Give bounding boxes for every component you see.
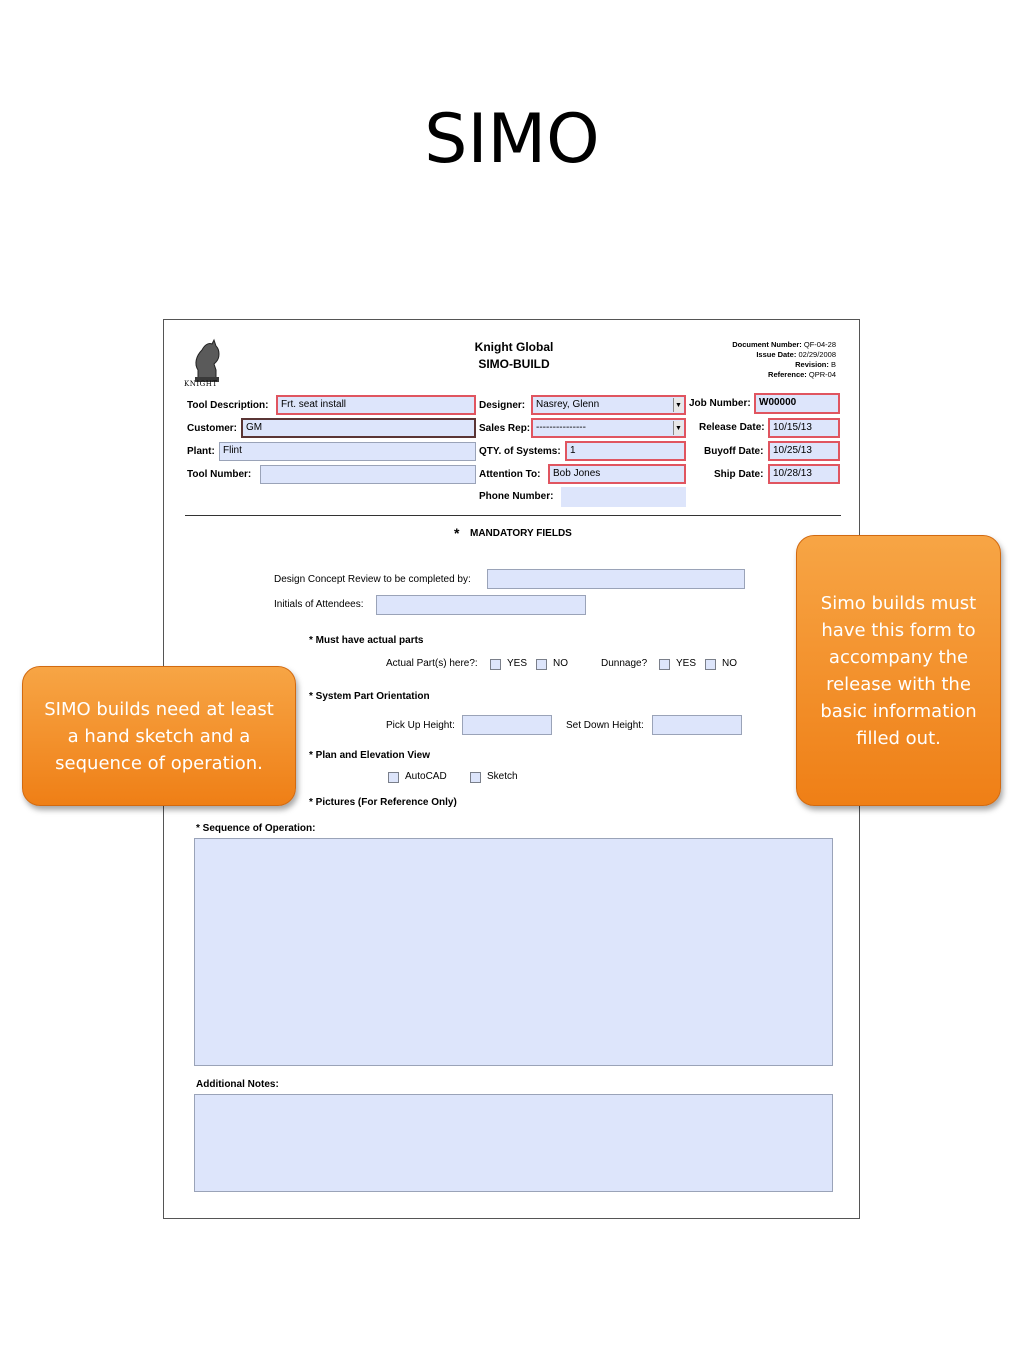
mandatory-star: * — [454, 525, 460, 541]
parts-no-label: NO — [553, 658, 568, 669]
divider — [185, 515, 841, 516]
phone-number-label: Phone Number: — [479, 491, 554, 502]
pictures-heading: * Pictures (For Reference Only) — [309, 797, 457, 808]
sequence-of-operation-textarea[interactable] — [194, 838, 833, 1066]
release-date-label: Release Date: — [699, 422, 765, 433]
designer-label: Designer: — [479, 400, 526, 411]
parts-yes-label: YES — [507, 658, 528, 669]
doc-meta: Document Number: QF-04-28 Issue Date: 02/29/2008 Revision: B Reference: QPR-04 — [732, 340, 836, 379]
initials-label: Initials of Attendees: — [274, 599, 364, 610]
design-review-label: Design Concept Review to be completed by: — [274, 574, 471, 585]
sales-rep-value: --------------- — [536, 422, 586, 433]
setdown-height-label: Set Down Height: — [566, 720, 644, 731]
tool-number-label: Tool Number: — [187, 469, 252, 480]
callout-right: Simo builds must have this form to accompany the release with the basic information filled out. — [796, 535, 1001, 806]
customer-field[interactable]: GM — [241, 418, 476, 438]
sales-rep-dropdown[interactable] — [531, 418, 686, 438]
qty-systems-label: QTY. of Systems: — [479, 446, 561, 457]
slide-title: SIMO — [424, 100, 600, 179]
autocad-label: AutoCAD — [405, 771, 447, 782]
additional-notes-textarea[interactable] — [194, 1094, 833, 1192]
initials-field[interactable] — [376, 595, 586, 615]
tool-description-field[interactable]: Frt. seat install — [276, 395, 476, 415]
release-date-field[interactable]: 10/15/13 — [768, 418, 840, 438]
sequence-heading: * Sequence of Operation: — [196, 823, 316, 834]
chevron-down-icon[interactable]: ▼ — [673, 421, 683, 435]
orientation-heading: * System Part Orientation — [309, 691, 430, 702]
parts-yes-checkbox[interactable] — [490, 659, 501, 670]
parts-no-checkbox[interactable] — [536, 659, 547, 670]
actual-parts-heading: * Must have actual parts — [309, 635, 424, 646]
designer-dropdown[interactable] — [531, 395, 686, 415]
ship-date-field[interactable]: 10/28/13 — [768, 464, 840, 484]
buyoff-date-label: Buyoff Date: — [704, 446, 764, 457]
design-review-field[interactable] — [487, 569, 745, 589]
setdown-height-field[interactable] — [652, 715, 742, 735]
job-number-field[interactable]: W00000 — [754, 393, 840, 414]
dunnage-yes-label: YES — [676, 658, 697, 669]
mandatory-fields-label: MANDATORY FIELDS — [470, 528, 572, 539]
dunnage-yes-checkbox[interactable] — [659, 659, 670, 670]
tool-description-label: Tool Description: — [187, 400, 269, 411]
pickup-height-label: Pick Up Height: — [386, 720, 455, 731]
qty-systems-field[interactable]: 1 — [565, 441, 686, 461]
sales-rep-label: Sales Rep: — [479, 423, 531, 434]
callout-left: SIMO builds need at least a hand sketch and a sequence of operation. — [22, 666, 296, 806]
tool-number-field[interactable] — [260, 465, 476, 484]
buyoff-date-field[interactable]: 10/25/13 — [768, 441, 840, 461]
notes-heading: Additional Notes: — [196, 1079, 279, 1090]
designer-value: Nasrey, Glenn — [536, 399, 600, 410]
dunnage-no-checkbox[interactable] — [705, 659, 716, 670]
knight-chess-logo-icon — [186, 338, 226, 386]
logo-text: KNIGHT — [184, 380, 218, 388]
phone-number-field[interactable] — [561, 487, 686, 507]
pickup-height-field[interactable] — [462, 715, 552, 735]
dunnage-label: Dunnage? — [601, 658, 648, 669]
plant-field[interactable]: Flint — [219, 442, 476, 461]
attention-to-field[interactable]: Bob Jones — [548, 464, 686, 484]
dunnage-no-label: NO — [722, 658, 737, 669]
company-name: Knight Global — [474, 340, 554, 354]
form-subtitle: SIMO-BUILD — [478, 357, 550, 371]
customer-label: Customer: — [187, 423, 238, 434]
ship-date-label: Ship Date: — [714, 469, 764, 480]
job-number-label: Job Number: — [689, 398, 751, 409]
plant-label: Plant: — [187, 446, 215, 457]
sketch-label: Sketch — [487, 771, 518, 782]
chevron-down-icon[interactable]: ▼ — [673, 398, 683, 412]
attention-to-label: Attention To: — [479, 469, 541, 480]
plan-view-heading: * Plan and Elevation View — [309, 750, 430, 761]
sketch-checkbox[interactable] — [470, 772, 481, 783]
actual-parts-label: Actual Part(s) here?: — [386, 658, 478, 669]
autocad-checkbox[interactable] — [388, 772, 399, 783]
